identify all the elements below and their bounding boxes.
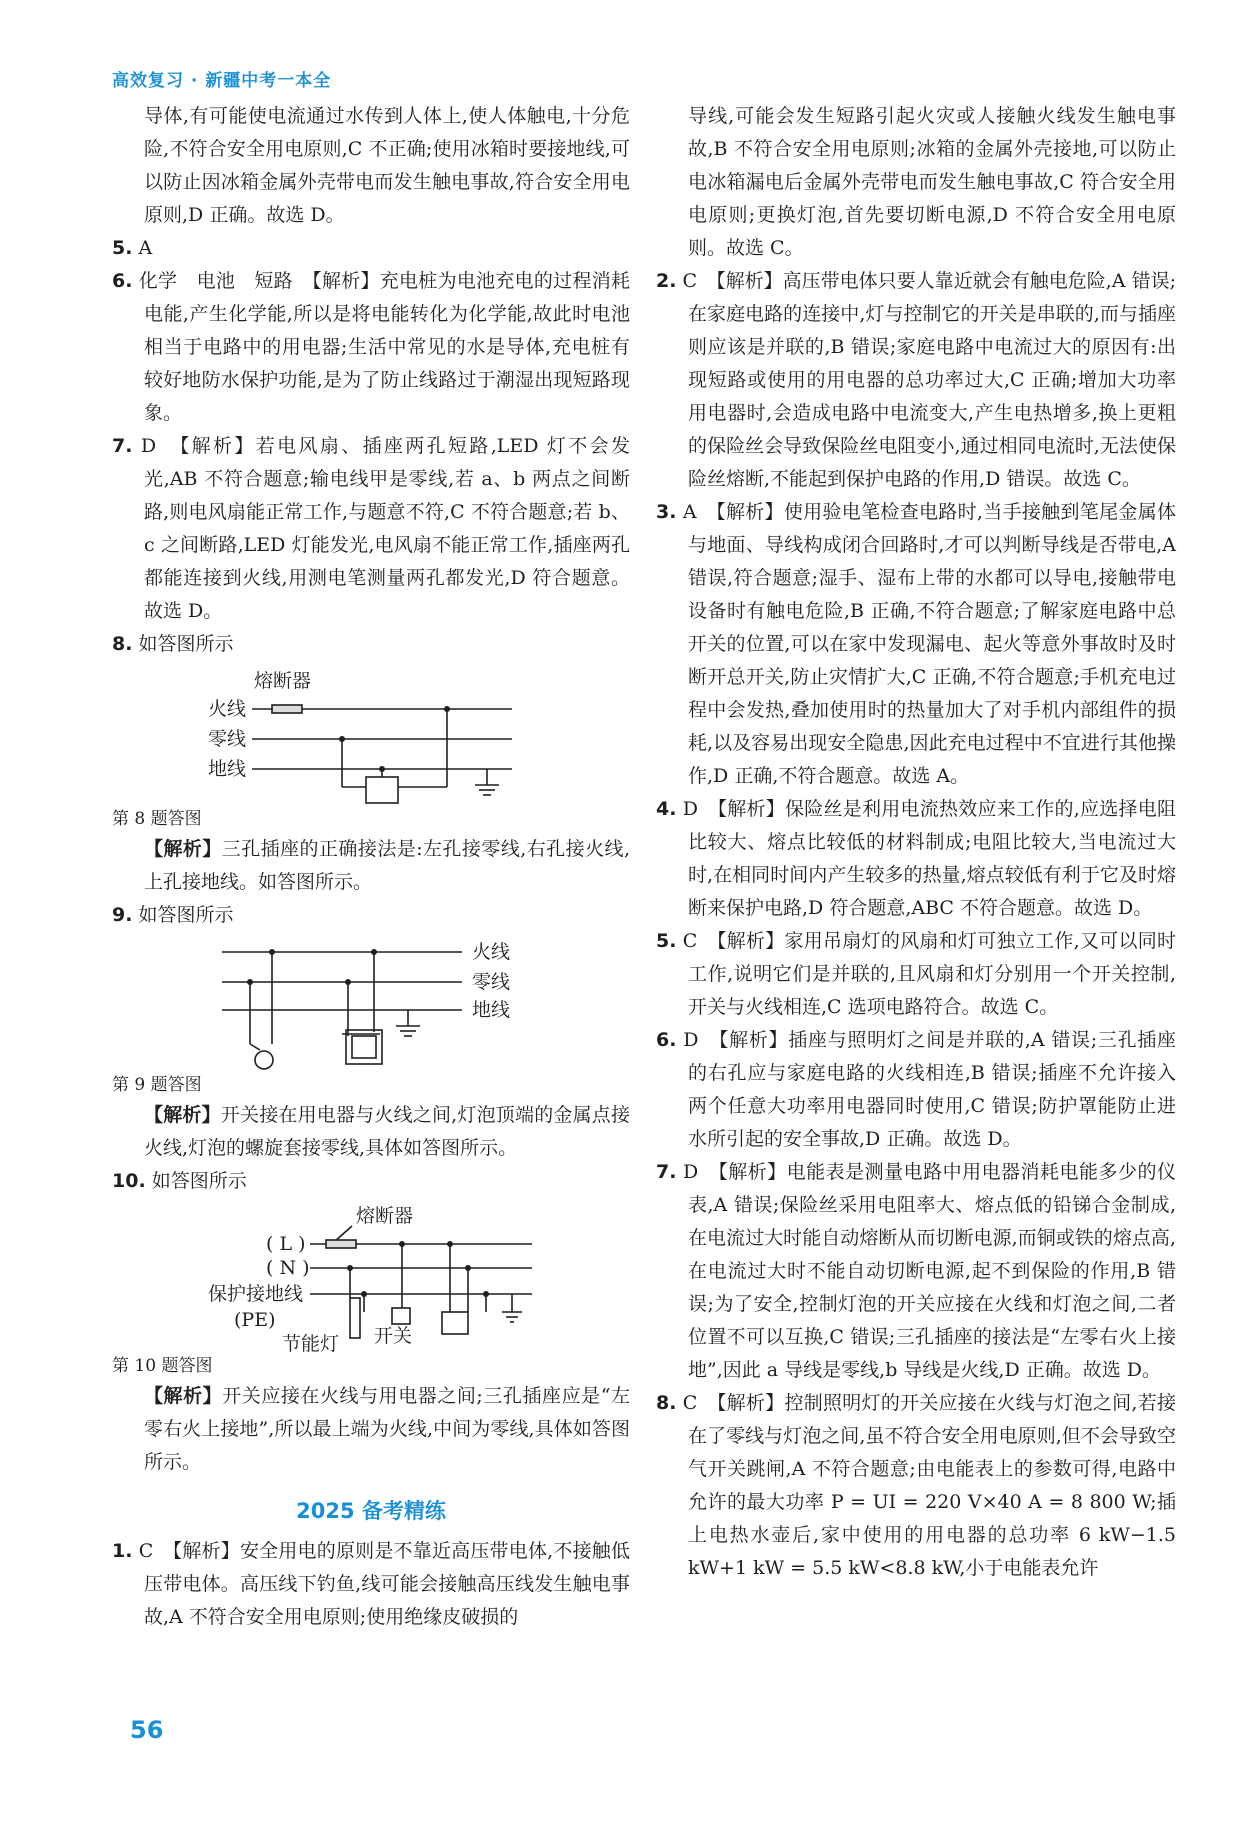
practice-1-continuation: 导线,可能会发生短路引起火灾或人接触火线发生触电事故,B 不符合安全用电原则;冰箱的金属外壳接地,可以防止电冰箱漏电后金属外壳带电而发生触电事故,C 符合安全用电原则;更换灯泡,首先要切断电源,D 不符合安全用电原则。故选 C。 <box>688 105 1176 259</box>
fig10-fuse-label: 熔断器 <box>356 1205 414 1227</box>
practice-1 <box>112 1535 630 1634</box>
practice-8-number: 8. <box>656 1392 677 1414</box>
practice-5-text: C 【解析】家用吊扇灯的风扇和灯可独立工作,又可以同时工作,说明它们是并联的,且风扇和灯分别用一个开关控制,开关与火线相连,C 选项电路符合。故选 C。 <box>682 930 1176 1018</box>
fig8-live-label: 火线 <box>208 698 247 720</box>
answer-5-text: A <box>138 237 153 259</box>
answer-8-analysis-text: 三孔插座的正确接法是:左孔接零线,右孔接火线,上孔接地线。如答图所示。 <box>144 838 630 893</box>
left-column <box>112 100 630 1634</box>
figure-9-circuit <box>112 936 630 1071</box>
page-header: 高效复习 · 新疆中考一本全 <box>112 71 332 91</box>
fig10-L-label: ( L ) <box>266 1233 306 1255</box>
fig10-lamp-label: 节能灯 <box>282 1333 340 1352</box>
answer-8 <box>112 628 630 661</box>
answer-9 <box>112 899 630 932</box>
analysis-tag: 【解析】 <box>144 1104 221 1126</box>
practice-4-number: 4. <box>656 798 677 820</box>
practice-7-text: D 【解析】电能表是测量电路中用电器消耗电能多少的仪表,A 错误;保险丝采用电阻率大、熔点低的铅锑合金制成,在电流过大时能自动熔断从而切断电源,而铜或铁的熔点高,在电流过大时不能自动切断电源,起不到保险的作用,B 错误;为了安全,控制灯泡的开关应接在火线和灯泡之间,二者位置不可以互换,C 错误;三孔插座的接法是“左零右火上接地”,因此 a 导线是零线,b 导线是火线,D 正确。故选 D。 <box>682 1161 1176 1381</box>
answer-8-text: 如答图所示 <box>138 633 234 655</box>
fig10-switch-label: 开关 <box>374 1325 413 1347</box>
answer-8-analysis <box>112 833 630 899</box>
practice-4-text: D 【解析】保险丝是利用电流热效应来工作的,应选择电阻比较大、熔点比较低的材料制成;电阻比较大,当电流过大时,在相同时间内产生较多的热量,熔点较低有利于它及时熔断来保护电路,D 符合题意,ABC 不符合题意。故选 D。 <box>682 798 1176 919</box>
answer-10-analysis <box>112 1380 630 1479</box>
q4-continuation: 导体,有可能使电流通过水传到人体上,使人体触电,十分危险,不符合安全用电原则,C 不正确;使用冰箱时要接地线,可以防止因冰箱金属外壳带电而发生触电事故,符合安全用电原则,D 正确。故选 D。 <box>144 105 630 226</box>
fig9-ground-label: 地线 <box>472 999 511 1021</box>
practice-6 <box>656 1024 1176 1156</box>
practice-3 <box>656 496 1176 793</box>
practice-6-number: 6. <box>656 1029 677 1051</box>
practice-4 <box>656 793 1176 925</box>
fig9-neutral-label: 零线 <box>472 971 511 993</box>
answer-10 <box>112 1165 630 1198</box>
figure-8-caption: 第 8 题答图 <box>112 809 202 829</box>
practice-1-text: C 【解析】安全用电的原则是不靠近高压带电体,不接触低压带电体。高压线下钓鱼,线可能会接触高压线发生触电事故,A 不符合安全用电原则;使用绝缘皮破损的 <box>138 1540 630 1628</box>
answer-9-number: 9. <box>112 904 133 926</box>
practice-5-number: 5. <box>656 930 677 952</box>
answer-7-number: 7. <box>112 435 133 457</box>
page-number: 56 <box>130 1716 164 1744</box>
practice-8 <box>656 1387 1176 1585</box>
fig10-fuse <box>326 1240 356 1248</box>
fig8-ground-label: 地线 <box>208 758 247 780</box>
answer-5-number: 5. <box>112 237 133 259</box>
fig10-socket <box>442 1312 468 1334</box>
answer-9-analysis <box>112 1099 630 1165</box>
fig10-switch <box>392 1308 410 1324</box>
figure-10-circuit <box>112 1202 630 1352</box>
fig8-socket <box>366 777 398 803</box>
practice-8-text: C 【解析】控制照明灯的开关应接在火线与灯泡之间,若接在了零线与灯泡之间,虽不符合安全用电原则,但不会导致空气开关跳闸,A 不符合题意;由电能表上的参数可得,电路中允许的最大功率 P = UI = 220 V×40 A = 8 800 W;插上电热水壶后,家中使用的用电器的总功率 6 kW−1.5 kW+1 kW = 5.5 kW<8.8 kW,小于电能表允许 <box>682 1392 1176 1579</box>
practice-2 <box>656 265 1176 496</box>
fig9-lamp <box>255 1051 273 1069</box>
practice-7 <box>656 1156 1176 1387</box>
answer-6-number: 6. <box>112 270 133 292</box>
fig10-pe-label: 保护接地线 <box>208 1283 304 1305</box>
analysis-tag: 【解析】 <box>144 1385 223 1407</box>
practice-5 <box>656 925 1176 1024</box>
practice-3-text: A 【解析】使用验电笔检查电路时,当手接触到笔尾金属体与地面、导线构成闭合回路时,才可以判断导线是否带电,A 错误,符合题意;湿手、湿布上带的水都可以导电,接触带电设备时有触电危险,B 正确,不符合题意;了解家庭电路中总开关的位置,可以在家中发现漏电、起火等意外事故时及时断开总开关,防止灾情扩大,C 正确,不符合题意;手机充电过程中会发热,叠加使用时的热量加大了对手机内部组件的损耗,以及容易出现安全隐患,因此充电过程中不宜进行其他操作,D 正确,不符合题意。故选 A。 <box>682 501 1177 787</box>
practice-3-number: 3. <box>656 501 677 523</box>
practice-1-number: 1. <box>112 1540 133 1562</box>
answer-7 <box>112 430 630 628</box>
figure-9-caption: 第 9 题答图 <box>112 1075 202 1095</box>
fig10-lamp <box>350 1298 360 1338</box>
fig8-neutral-label: 零线 <box>208 728 247 750</box>
figure-10-caption: 第 10 题答图 <box>112 1356 213 1376</box>
practice-7-number: 7. <box>656 1161 677 1183</box>
practice-2-text: C 【解析】高压带电体只要人靠近就会有触电危险,A 错误;在家庭电路的连接中,灯与控制它的开关是串联的,而与插座则应该是并联的,B 错误;家庭电路中电流过大的原因有:出现短路或使用的用电器的总功率过大,C 正确;增加大功率用电器时,会造成电路中电流变大,产生电热增多,换上更粗的保险丝会导致保险丝电阻变小,通过相同电流时,无法使保险丝熔断,不能起到保护电路的作用,D 错误。故选 C。 <box>682 270 1176 490</box>
answer-10-analysis-text: 开关应接在火线与用电器之间;三孔插座应是“左零右火上接地”,所以最上端为火线,中间为零线,具体如答图所示。 <box>144 1385 630 1473</box>
answer-7-text: D 【解析】若电风扇、插座两孔短路,LED 灯不会发光,AB 不符合题意;输电线甲是零线,若 a、b 两点之间断路,则电风扇能正常工作,与题意不符,C 不符合题意;若 b、c 之间断路,LED 灯能发光,电风扇不能正常工作,插座两孔都能连接到火线,用测电笔测量两孔都发光,D 符合题意。故选 D。 <box>140 435 630 622</box>
section-title: 2025 备考精练 <box>296 1499 446 1523</box>
practice-6-text: D 【解析】插座与照明灯之间是并联的,A 错误;三孔插座的右孔应与家庭电路的火线相连,B 错误;插座不允许接入两个任意大功率用电器同时使用,C 错误;防护罩能防止进水所引起的安全事故,D 正确。故选 D。 <box>683 1029 1177 1150</box>
answer-10-text: 如答图所示 <box>151 1170 247 1192</box>
fig10-pe2-label: (PE) <box>234 1309 276 1331</box>
answer-5 <box>112 232 630 265</box>
answer-9-analysis-text: 开关接在用电器与火线之间,灯泡顶端的金属点接火线,灯泡的螺旋套接零线,具体如答图所示。 <box>144 1104 630 1159</box>
fig10-N-label: ( N ) <box>266 1257 310 1279</box>
answer-9-text: 如答图所示 <box>138 904 234 926</box>
fig8-fuse <box>272 705 302 713</box>
answer-10-number: 10. <box>112 1170 146 1192</box>
figure-8-circuit <box>112 665 630 805</box>
answer-6-text: 化学 电池 短路 【解析】充电桩为电池充电的过程消耗电能,产生化学能,所以是将电能转化为化学能,故此时电池相当于电路中的用电器;生活中常见的水是导体,充电桩有较好地防水保护功能,是为了防止线路过于潮湿出现短路现象。 <box>138 270 630 424</box>
right-column <box>656 100 1176 1585</box>
answer-6 <box>112 265 630 430</box>
answer-8-number: 8. <box>112 633 133 655</box>
analysis-tag: 【解析】 <box>144 838 222 860</box>
fig8-fuse-label: 熔断器 <box>254 670 312 692</box>
practice-2-number: 2. <box>656 270 677 292</box>
fig9-live-label: 火线 <box>472 941 511 963</box>
